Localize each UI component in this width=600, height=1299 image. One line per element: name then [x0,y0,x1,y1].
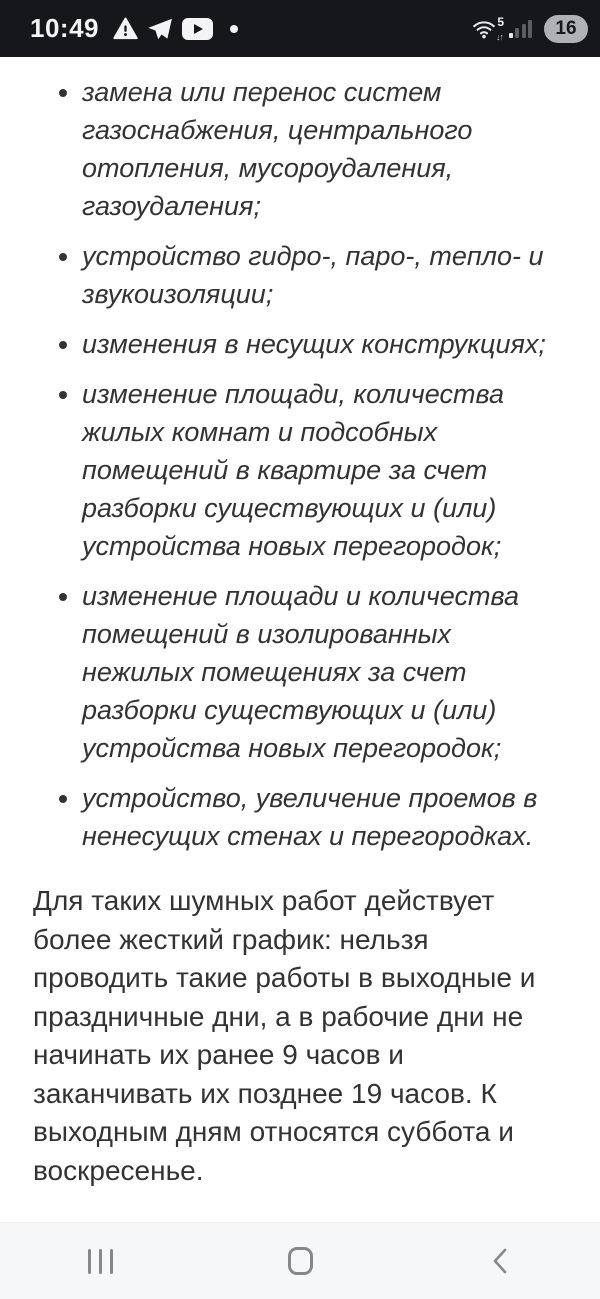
status-bar-left [30,13,238,44]
telegram-icon [147,17,173,41]
battery-indicator: 16 [544,15,588,43]
home-icon [288,1247,313,1275]
status-bar [0,0,600,57]
list-item: • изменения в несущих конструкциях; [82,325,567,363]
notification-dot-icon [230,25,238,33]
back-button[interactable] [400,1223,600,1299]
article-content [0,57,600,1190]
wifi-icon [472,14,504,42]
recents-button[interactable] [0,1223,200,1299]
warning-triangle-icon [113,17,138,40]
clock: 10:49 [30,13,99,43]
navigation-bar [0,1222,600,1299]
list-item: • изменение площади, количества жилых комнат и подсобных помещений в квартире за счет разборки существующих и (или) устройства новых перегородок; [82,375,567,565]
paragraph: Для таких шумных работ действует более жесткий график: нельзя проводить такие работы в выходные и праздничные дни, а в рабочие дни не начинать их ранее 9 часов и заканчивать их позднее 19 часов. К выходным дням относятся суббота и воскресенье. [33,885,536,1186]
list-item: • устройство, увеличение проемов в ненесущих стенах и перегородках. [82,779,567,855]
list-item: • замена или перенос систем газоснабжения, центрального отопления, мусороудаления, газоудаления; [82,73,567,225]
wifi-speed-label: 5 [497,14,504,29]
signal-bars-icon [506,20,532,38]
wifi-activity-arrows-icon: ↓↑ [496,31,503,42]
status-bar-right [472,15,588,43]
list-item: • изменение площади и количества помещений в изолированных нежилых помещениях за счет разборки существующих и (или) устройства новых перегородок; [82,577,567,767]
home-button[interactable] [200,1223,400,1299]
back-chevron-icon [492,1247,508,1275]
recents-icon [84,1249,117,1274]
list-item: • устройство гидро-, паро-, тепло- и звукоизоляции; [82,237,567,313]
bullet-list [33,73,567,855]
youtube-icon [182,18,213,40]
